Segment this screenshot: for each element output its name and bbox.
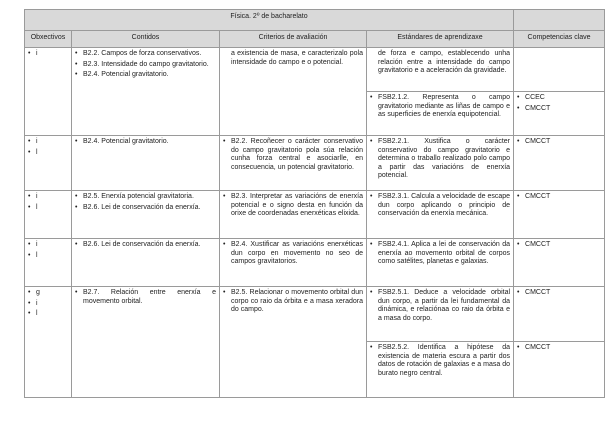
competence-item: • CMCCT bbox=[517, 193, 601, 202]
contidos-cell bbox=[72, 239, 220, 287]
standard-text: de forza e campo, establecendo unha relación entre a intensidade do campo gravitatorio e a aceleración da gravidade. bbox=[378, 50, 511, 75]
content-item: • B2.5. Enerxía potencial gravitatoria. bbox=[75, 193, 216, 202]
competence-item: • CMCCT bbox=[517, 289, 601, 298]
table-row bbox=[25, 239, 605, 287]
standard-item: • FSB2.1.2. Representa o campo gravitatorio mediante as liñas de campo e as superficies de enerxía equipotencial. bbox=[370, 94, 510, 120]
curriculum-table bbox=[24, 9, 605, 398]
objective-item: • l bbox=[28, 149, 68, 158]
competence-item: • CMCCT bbox=[517, 241, 601, 250]
objective-item: • i bbox=[28, 138, 68, 147]
criterio-text: a existencia de masa, e caracterizalo pola intensidade do campo e o potencial. bbox=[231, 50, 363, 66]
table-row bbox=[25, 48, 605, 92]
contidos-cell bbox=[72, 136, 220, 191]
competence-item: • CMCCT bbox=[517, 344, 601, 353]
competencias-cell bbox=[514, 287, 605, 342]
table-row bbox=[25, 191, 605, 239]
objective-item: • l bbox=[28, 252, 68, 261]
content-item: • B2.4. Potencial gravitatorio. bbox=[75, 71, 216, 80]
contidos-cell bbox=[72, 287, 220, 398]
competencias-cell bbox=[514, 48, 605, 92]
content-item: • B2.2. Campos de forza conservativos. bbox=[75, 50, 216, 59]
table-row bbox=[25, 136, 605, 191]
competence-item: • CMCCT bbox=[517, 138, 601, 147]
standard-cell bbox=[367, 92, 514, 136]
standard-cell bbox=[367, 287, 514, 342]
content-item: • B2.6. Lei de conservación da enerxía. bbox=[75, 241, 216, 250]
header-competencias: Competencias clave bbox=[514, 31, 605, 48]
competence-item: • CMCCT bbox=[517, 105, 601, 114]
header-contidos: Contidos bbox=[72, 31, 220, 48]
competencias-cell bbox=[514, 136, 605, 191]
standard-item: • FSB2.5.2. Identifica a hipótese da existencia de materia escura a partir dos datos de rotación de galaxias e a masa do burato negro central. bbox=[370, 344, 510, 378]
competence-item: • CCEC bbox=[517, 94, 601, 103]
obxectivos-cell bbox=[25, 287, 72, 398]
standard-item: • FSB2.3.1. Calcula a velocidade de escape dun corpo aplicando o principio de conservación da enerxía mecánica. bbox=[370, 193, 510, 219]
standard-cell bbox=[367, 48, 514, 92]
competencias-cell bbox=[514, 239, 605, 287]
standard-item: • FSB2.5.1. Deduce a velocidade orbital dun corpo, a partir da lei fundamental da dinámica, e relaciónaa co raio da órbita e a masa do corpo. bbox=[370, 289, 510, 323]
obxectivos-cell bbox=[25, 136, 72, 191]
criterio-cell bbox=[220, 239, 367, 287]
table-row bbox=[25, 287, 605, 342]
competencias-cell bbox=[514, 191, 605, 239]
criterio-item: • B2.2. Recoñecer o carácter conservativo do campo gravitatorio pola súa relación cunha forza central e asociarlle, en consecuencia, un potencial gravitatorio. bbox=[223, 138, 363, 172]
standard-item: • FSB2.4.1. Aplica a lei de conservación da enerxía ao movemento orbital de corpos como satélites, planetas e galaxias. bbox=[370, 241, 510, 267]
content-item: • B2.4. Potencial gravitatorio. bbox=[75, 138, 216, 147]
standard-cell bbox=[367, 342, 514, 398]
criterio-cell bbox=[220, 48, 367, 136]
standard-item: • FSB2.2.1. Xustifica o carácter conservativo do campo gravitatorio e determina o traballo realizado polo campo a partir das variacións de enerxía potencial. bbox=[370, 138, 510, 181]
table-title-blank bbox=[514, 10, 605, 31]
obxectivos-cell bbox=[25, 48, 72, 136]
content-item: • B2.7. Relación entre enerxía e movemento orbital. bbox=[75, 289, 216, 306]
contidos-cell bbox=[72, 191, 220, 239]
contidos-cell bbox=[72, 48, 220, 136]
criterio-item: • B2.3. Interpretar as variacións de enerxía potencial e o signo desta en función da orixe de coordenadas enerxéticas elixida. bbox=[223, 193, 363, 219]
objective-item: • i bbox=[28, 300, 68, 309]
criterio-cell bbox=[220, 136, 367, 191]
competencias-cell bbox=[514, 342, 605, 398]
criterio-cell bbox=[220, 287, 367, 398]
standard-cell bbox=[367, 191, 514, 239]
header-obxectivos: Obxectivos bbox=[25, 31, 72, 48]
content-item: • B2.6. Lei de conservación da enerxía. bbox=[75, 204, 216, 213]
objective-item: • i bbox=[28, 50, 68, 59]
criterio-item: • B2.5. Relacionar o movemento orbital dun corpo co raio da órbita e a masa xeradora do campo. bbox=[223, 289, 363, 315]
criterio-item: • B2.4. Xustificar as variacións enerxéticas dun corpo en movemento no seo de campos gravitatorios. bbox=[223, 241, 363, 267]
objective-item: • l bbox=[28, 310, 68, 319]
objective-item: • l bbox=[28, 204, 68, 213]
obxectivos-cell bbox=[25, 239, 72, 287]
obxectivos-cell bbox=[25, 191, 72, 239]
criterio-cell bbox=[220, 191, 367, 239]
table-title: Física. 2º de bacharelato bbox=[25, 10, 514, 31]
objective-item: • g bbox=[28, 289, 68, 298]
standard-cell bbox=[367, 136, 514, 191]
content-item: • B2.3. Intensidade do campo gravitatorio. bbox=[75, 61, 216, 70]
objective-item: • i bbox=[28, 193, 68, 202]
competencias-cell bbox=[514, 92, 605, 136]
header-criterios: Criterios de avaliación bbox=[220, 31, 367, 48]
objective-item: • i bbox=[28, 241, 68, 250]
header-estandares: Estándares de aprendizaxe bbox=[367, 31, 514, 48]
standard-cell bbox=[367, 239, 514, 287]
curriculum-table-wrapper bbox=[24, 9, 604, 398]
